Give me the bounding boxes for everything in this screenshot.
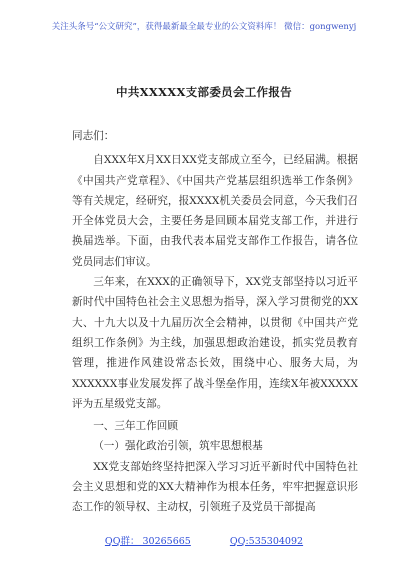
subsection-heading: （一）强化政治引领，筑牢思想根基 xyxy=(93,440,263,453)
section-heading: 一、三年工作回顾 xyxy=(93,420,178,433)
footer-qq[interactable]: QQ:535304092 xyxy=(229,536,304,547)
footer-qq-group[interactable]: QQ群： 30265665 xyxy=(104,536,191,547)
paragraph-political: XX党支部始终坚持把深入学习习近平新时代中国特色社会主义思想和党的XX大精神作为根本任务，牢牢把握意识形态工作的领导权、主动权，引领班子及党员干部提高 xyxy=(72,460,358,514)
document-body xyxy=(72,126,358,518)
footer xyxy=(0,533,408,547)
paragraph-achievements: 三年来，在XXX的正确领导下，XX党支部坚持以习近平新时代中国特色社会主义思想为指导，深入学习贯彻党的XX大、十九大以及十九届历次全会精神，以贯彻《中国共产党组织工作条例》为主线，加强思想政治建设，抓实党员教育管理，推进作风建设常态长效，围绕中心、服务大局，为XXXXXX事业发展发挥了战斗堡垒作用，连续X年被XXXXX评为五星级党支部。 xyxy=(72,276,358,410)
salutation: 同志们： xyxy=(72,130,115,142)
paragraph-intro: 自XXX年X月XX日XX党支部成立至今，已经届满。根据《中国共产党章程》、《中国共产党基层组织选举工作条例》等有关规定，经研究，报XXXX机关委员会同意，今天我们召开全体党员大会，主要任务是回顾本届党支部工作，并进行换届选举。下面，由我代表本届党支部作工作报告，请各位党员同志们审议。 xyxy=(72,154,358,268)
document-title: 中共XXXXX支部委员会工作报告 xyxy=(116,85,292,99)
header-note: 关注头条号“公文研究”，获得最新最全最专业的公文资料库！ 微信：gongwenyj xyxy=(51,22,357,32)
